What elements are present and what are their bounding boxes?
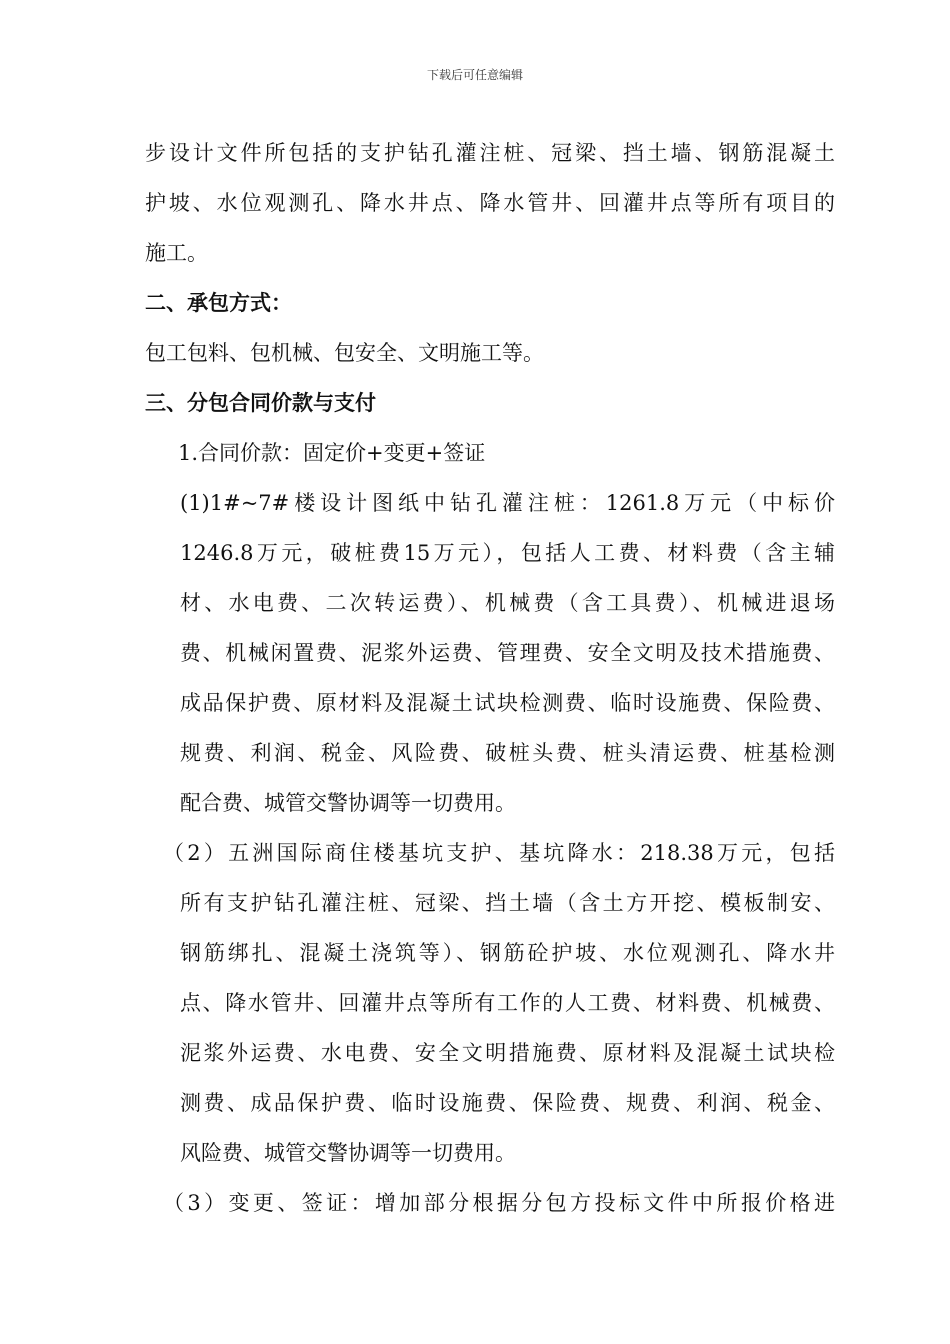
paragraph-line: 测费、成品保护费、临时设施费、保险费、规费、利润、税金、 [180,1091,835,1115]
paragraph-line: 护坡、水位观测孔、降水井点、降水管井、回灌井点等所有项目的 [145,191,835,215]
page-header: 下载后可任意编辑 [426,68,523,82]
paragraph-line: 点、降水管井、回灌井点等所有工作的人工费、材料费、机械费、 [180,991,835,1015]
paragraph-line: 施工。 [145,241,208,265]
paragraph-line: 1246.8万元，破桩费15万元），包括人工费、材料费（含主辅 [180,541,835,565]
paragraph-line: 配合费、城管交警协调等一切费用。 [180,791,516,815]
paragraph-line: 规费、利润、税金、风险费、破桩头费、桩头清运费、桩基检测 [180,741,835,765]
paragraph-line: 费、机械闲置费、泥浆外运费、管理费、安全文明及技术措施费、 [180,641,835,665]
paragraph-line: 包工包料、包机械、包安全、文明施工等。 [145,341,544,365]
paragraph-line: 所有支护钻孔灌注桩、冠梁、挡土墙（含土方开挖、模板制安、 [180,891,835,915]
paragraph-line: 步设计文件所包括的支护钻孔灌注桩、冠梁、挡土墙、钢筋混凝土 [145,141,835,165]
section-heading: 二、承包方式： [145,290,292,315]
paragraph-line: （2）五洲国际商住楼基坑支护、基坑降水：218.38万元，包括 [163,841,835,865]
paragraph-line: 钢筋绑扎、混凝土浇筑等）、钢筋砼护坡、水位观测孔、降水井 [180,941,835,965]
paragraph-line: 材、水电费、二次转运费）、机械费（含工具费）、机械进退场 [180,591,835,615]
paragraph-line: (1)1#~7#楼设计图纸中钻孔灌注桩：1261.8万元（中标价 [180,491,835,515]
section-heading: 三、分包合同价款与支付 [145,390,376,415]
list-item: 1.合同价款：固定价+变更+签证 [178,441,486,465]
paragraph-line: 成品保护费、原材料及混凝土试块检测费、临时设施费、保险费、 [180,691,835,715]
paragraph-line: 风险费、城管交警协调等一切费用。 [180,1141,516,1165]
paragraph-line: 泥浆外运费、水电费、安全文明措施费、原材料及混凝土试块检 [180,1041,835,1065]
document-body [145,128,835,1228]
paragraph-line: （3）变更、签证：增加部分根据分包方投标文件中所报价格进 [163,1191,835,1215]
